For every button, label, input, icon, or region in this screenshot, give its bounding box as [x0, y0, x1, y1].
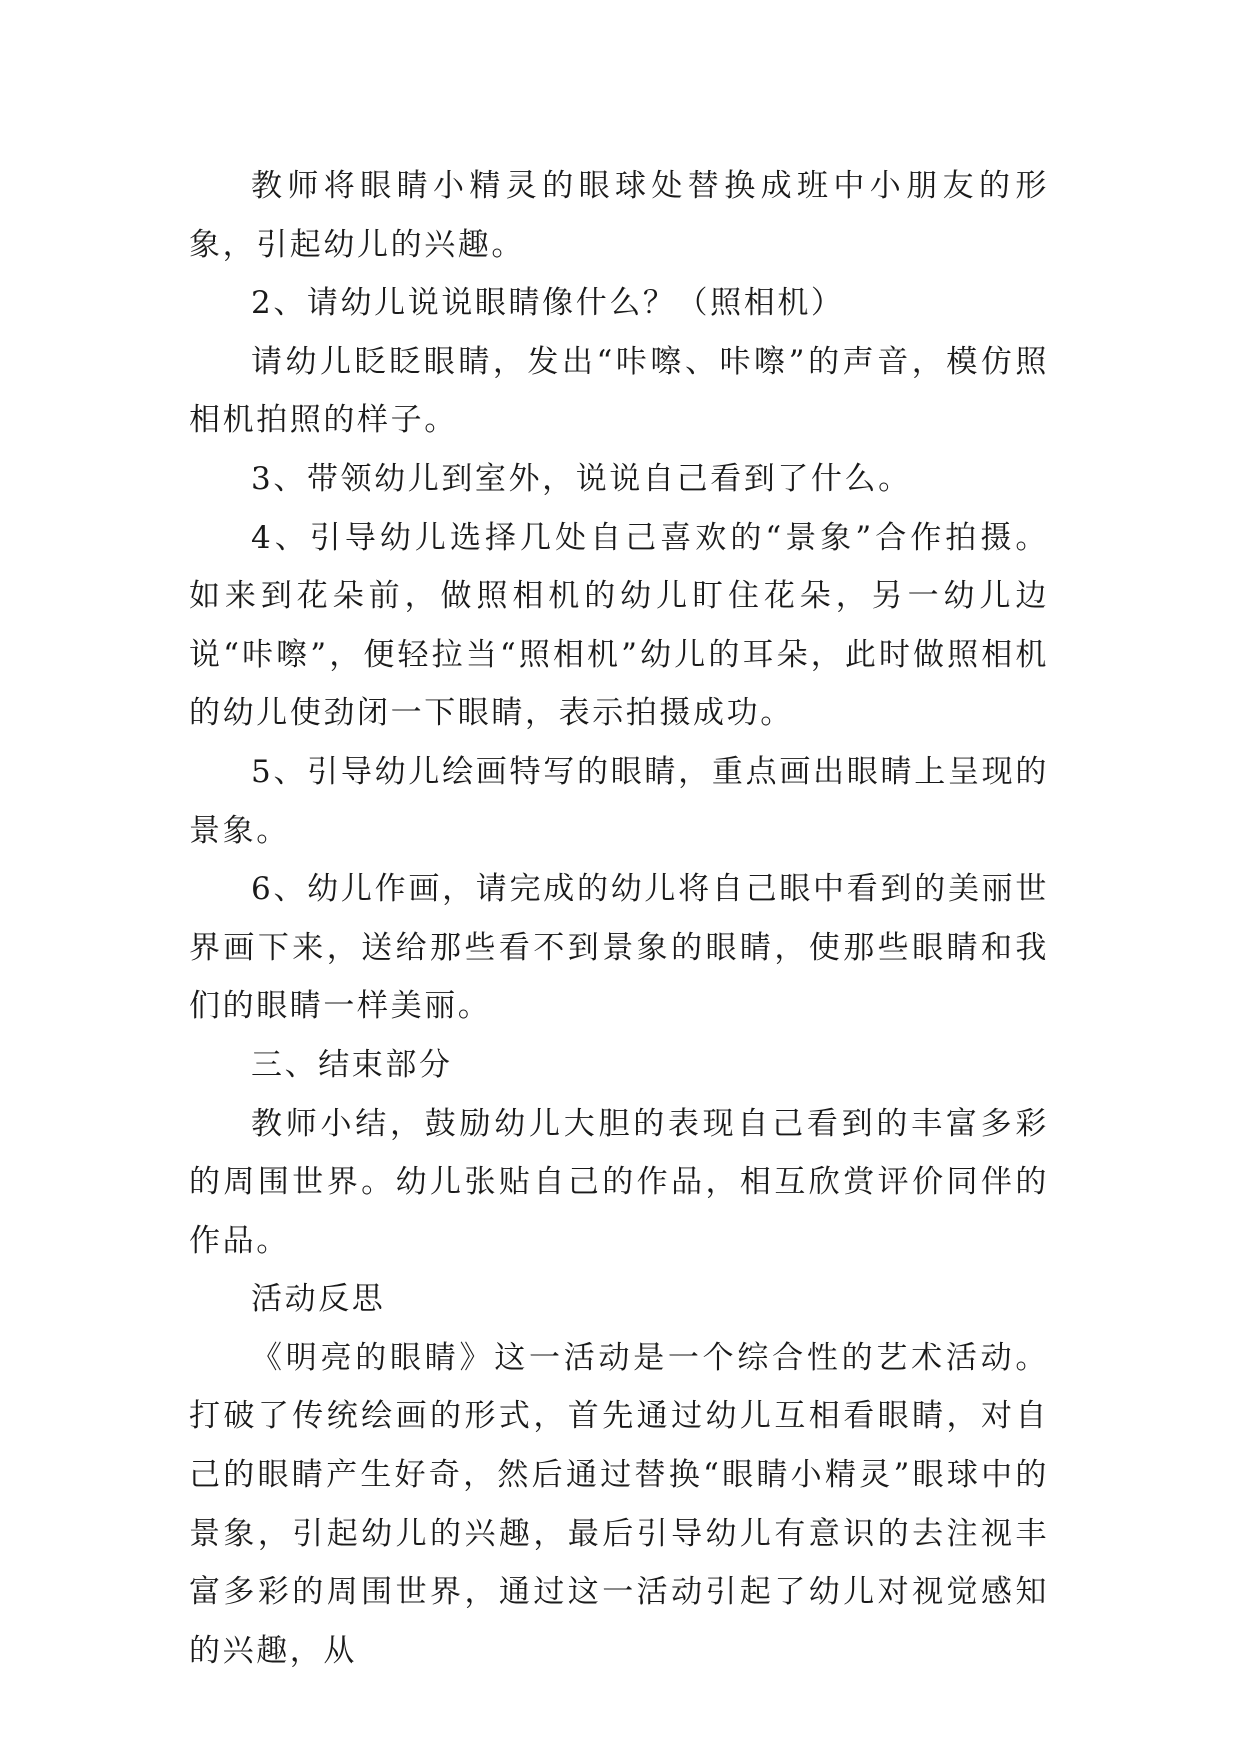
document-body	[189, 157, 1049, 1680]
paragraph: 《明亮的眼睛》这一活动是一个综合性的艺术活动。打破了传统绘画的形式，首先通过幼儿互相看眼睛，对自己的眼睛产生好奇，然后通过替换“眼睛小精灵”眼球中的景象，引起幼儿的兴趣，最后引导幼儿有意识的去注视丰富多彩的周围世界，通过这一活动引起了幼儿对视觉感知的兴趣，从	[189, 1339, 1049, 1669]
paragraph: 6、幼儿作画，请完成的幼儿将自己眼中看到的美丽世界画下来，送给那些看不到景象的眼睛，使那些眼睛和我们的眼睛一样美丽。	[189, 871, 1049, 1025]
paragraph: 2、请幼儿说说眼睛像什么？（照相机）	[251, 285, 845, 322]
paragraph: 5、引导幼儿绘画特写的眼睛，重点画出眼睛上呈现的景象。	[189, 753, 1049, 849]
section-heading: 活动反思	[251, 1281, 386, 1318]
section-heading: 三、结束部分	[251, 1046, 453, 1083]
paragraph: 教师小结，鼓励幼儿大胆的表现自己看到的丰富多彩的周围世界。幼儿张贴自己的作品，相互欣赏评价同伴的作品。	[189, 1105, 1049, 1259]
paragraph: 教师将眼睛小精灵的眼球处替换成班中小朋友的形象，引起幼儿的兴趣。	[189, 168, 1049, 263]
paragraph: 4、引导幼儿选择几处自己喜欢的“景象”合作拍摄。如来到花朵前，做照相机的幼儿盯住花朵，另一幼儿边说“咔嚓”，便轻拉当“照相机”幼儿的耳朵，此时做照相机的幼儿使劲闭一下眼睛，表示拍摄成功。	[189, 519, 1049, 732]
paragraph: 3、带领幼儿到室外，说说自己看到了什么。	[251, 460, 912, 497]
paragraph: 请幼儿眨眨眼睛，发出“咔嚓、咔嚓”的声音，模仿照相机拍照的样子。	[189, 343, 1049, 439]
